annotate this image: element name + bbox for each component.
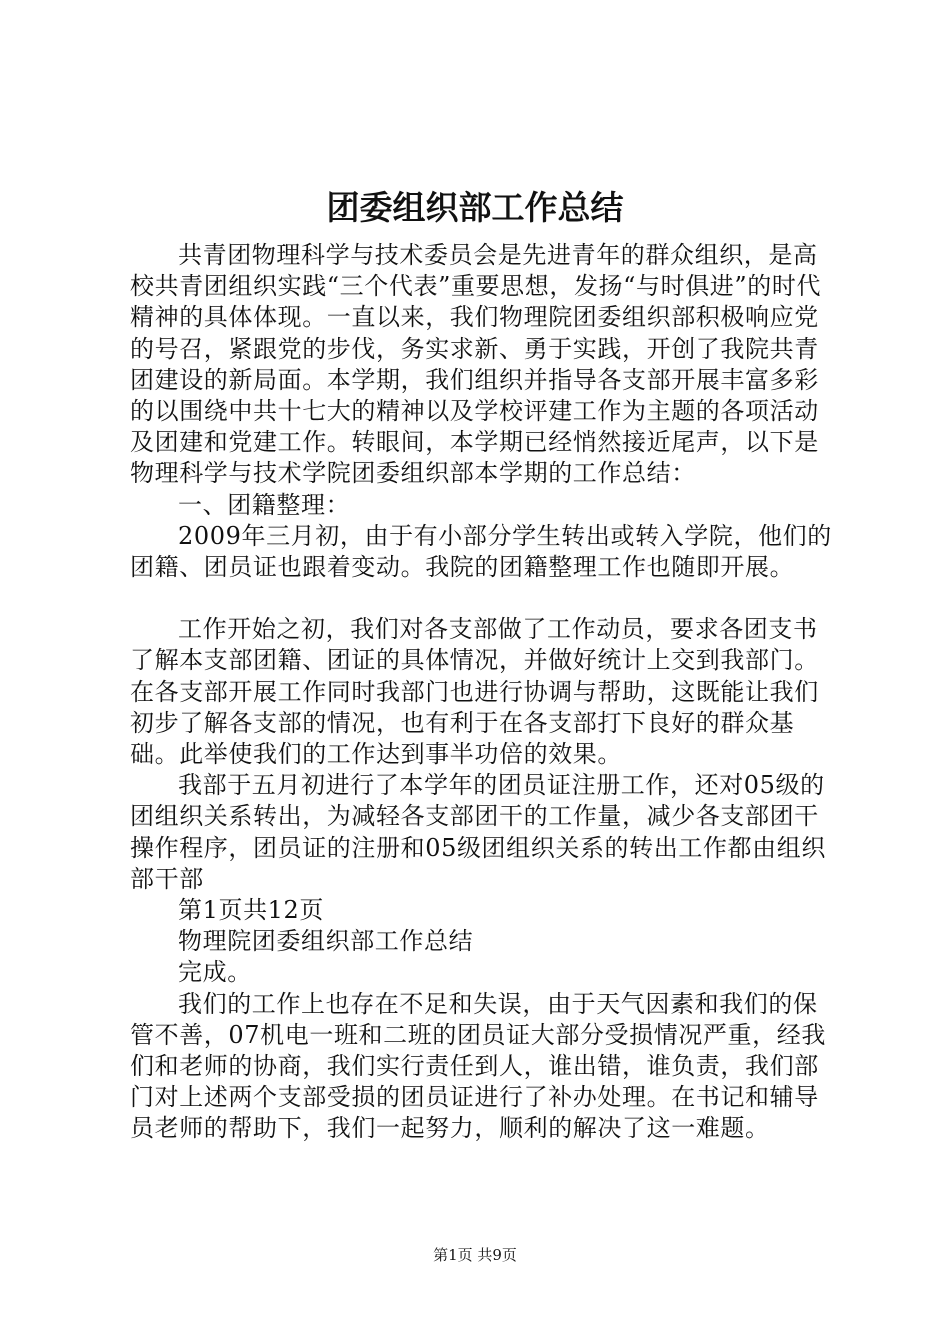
paragraph-shortcomings: 我们的工作上也存在不足和失误，由于天气因素和我们的保管不善，07机电一班和二班的团员证大部分受损情况严重，经我们和老师的协商，我们实行责任到人，谁出错，谁负责，我们部门对上述两个支部受损的团员证进行了补办处理。在书记和辅导员老师的帮助下，我们一起努力，顺利的解决了这一难题。 bbox=[130, 989, 826, 1143]
paragraph-completion: 完成。 bbox=[178, 958, 252, 987]
page-footer: 第1页 共9页 bbox=[433, 1246, 517, 1264]
inner-running-title: 物理院团委组织部工作总结 bbox=[178, 927, 474, 956]
document-body bbox=[130, 240, 840, 1145]
paragraph-intro: 共青团物理科学与技术委员会是先进青年的群众组织，是高校共青团组织实践“三个代表”重要思想，发扬“与时俱进”的时代精神的具体体现。一直以来，我们物理院团委组织部积极响应党的号召，紧跟党的步伐，务实求新、勇于实践，开创了我院共青团建设的新局面。本学期，我们组织并指导各支部开展丰富多彩的以围绕中共十七大的精神以及学校评建工作为主题的各项活动及团建和党建工作。转眼间，本学期已经悄然接近尾声，以下是物理科学与技术学院团委组织部本学期的工作总结： bbox=[130, 241, 822, 488]
paragraph-work-start: 工作开始之初，我们对各支部做了工作动员，要求各团支书了解本支部团籍、团证的具体情况，并做好统计上交到我部门。在各支部开展工作同时我部门也进行协调与帮助，这既能让我们初步了解各支部的情况，也有利于在各支部打下良好的群众基础。此举使我们的工作达到事半功倍的效果。 bbox=[130, 615, 819, 769]
inner-page-marker: 第1页共12页 bbox=[178, 896, 325, 925]
section-heading: 一、团籍整理： bbox=[178, 490, 351, 519]
paragraph-registration: 我部于五月初进行了本学年的团员证注册工作，还对05级的团组织关系转出，为减轻各支部团干的工作量，减少各支部团干操作程序，团员证的注册和05级团组织关系的转出工作都由组织部干部 bbox=[130, 771, 826, 893]
page-title: 团委组织部工作总结 bbox=[326, 188, 624, 227]
paragraph-membership-update: 2009年三月初，由于有小部分学生转出或转入学院，他们的团籍、团员证也跟着变动。我院的团籍整理工作也随即开展。 bbox=[130, 521, 832, 582]
